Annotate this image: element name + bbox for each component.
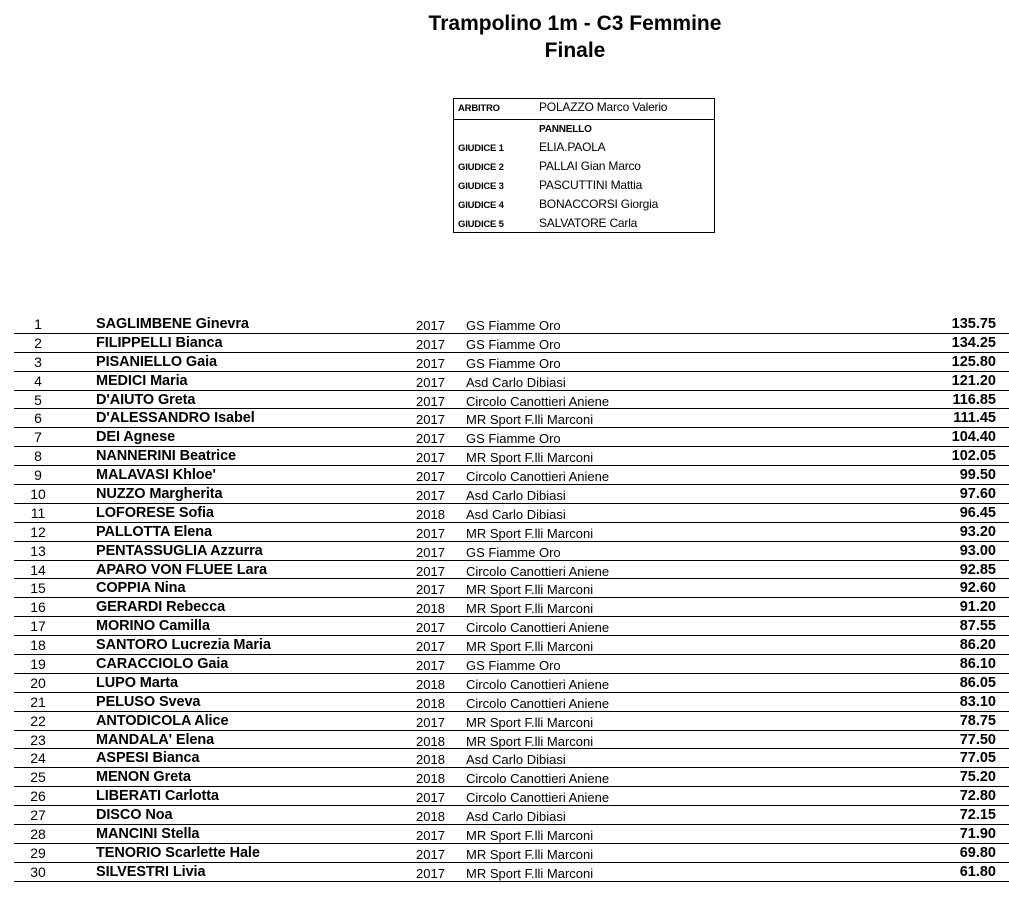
cell-club: Asd Carlo Dibiasi: [466, 374, 566, 390]
cell-score: 111.45: [953, 410, 996, 427]
jury-row: [454, 120, 714, 139]
table-row: [14, 409, 1009, 428]
cell-club: Circolo Canottieri Aniene: [466, 676, 610, 692]
results-table: [14, 315, 1009, 882]
cell-rank: 22: [30, 712, 46, 729]
jury-name: SALVATORE Carla: [539, 216, 638, 230]
cell-rank: 23: [30, 731, 46, 748]
cell-score: 135.75: [951, 316, 996, 332]
cell-year: 2017: [416, 469, 445, 485]
cell-club: Circolo Canottieri Aniene: [466, 393, 610, 409]
cell-club: MR Sport F.lli Marconi: [466, 714, 594, 730]
cell-year: 2017: [416, 846, 445, 862]
cell-athlete: D'AIUTO Greta: [96, 391, 196, 408]
jury-role: GIUDICE 5: [458, 219, 504, 230]
table-row: [14, 315, 1009, 334]
cell-score: 92.60: [959, 580, 996, 597]
jury-role: GIUDICE 1: [458, 143, 504, 154]
cell-club: Asd Carlo Dibiasi: [466, 809, 566, 825]
cell-rank: 21: [30, 693, 46, 710]
jury-name: POLAZZO Marco Valerio: [539, 100, 668, 114]
cell-athlete: PELUSO Sveva: [96, 693, 201, 710]
cell-rank: 3: [34, 353, 42, 370]
cell-rank: 26: [30, 788, 46, 805]
cell-year: 2017: [416, 412, 445, 428]
cell-rank: 10: [30, 486, 46, 503]
cell-rank: 17: [30, 618, 46, 635]
jury-panel: [453, 98, 715, 233]
jury-row: [454, 215, 714, 234]
cell-club: MR Sport F.lli Marconi: [466, 828, 594, 844]
table-row: [14, 768, 1009, 787]
cell-year: 2018: [416, 733, 445, 749]
cell-athlete: COPPIA Nina: [96, 580, 186, 597]
cell-score: 72.80: [959, 788, 996, 805]
table-row: [14, 731, 1009, 750]
table-row: [14, 428, 1009, 447]
cell-club: MR Sport F.lli Marconi: [466, 639, 594, 655]
cell-year: 2017: [416, 488, 445, 504]
cell-athlete: PISANIELLO Gaia: [96, 353, 217, 370]
cell-year: 2017: [416, 563, 445, 579]
table-row: [14, 447, 1009, 466]
cell-club: GS Fiamme Oro: [466, 336, 561, 352]
cell-score: 71.90: [959, 826, 996, 843]
cell-year: 2017: [416, 336, 445, 352]
table-row: [14, 655, 1009, 674]
page-title: Trampolino 1m - C3 Femmine: [428, 12, 722, 35]
table-row: [14, 579, 1009, 598]
cell-rank: 9: [34, 467, 42, 484]
table-row: [14, 863, 1009, 882]
cell-score: 99.50: [959, 467, 996, 484]
cell-club: Asd Carlo Dibiasi: [466, 488, 566, 504]
cell-score: 86.05: [959, 674, 996, 691]
cell-athlete: PALLOTTA Elena: [96, 523, 212, 540]
cell-athlete: SILVESTRI Livia: [96, 863, 206, 880]
table-row: [14, 712, 1009, 731]
cell-year: 2017: [416, 318, 445, 333]
cell-score: 93.00: [959, 542, 996, 559]
cell-score: 77.05: [959, 750, 996, 767]
table-row: [14, 806, 1009, 825]
cell-rank: 2: [34, 334, 42, 351]
cell-club: GS Fiamme Oro: [466, 658, 561, 674]
cell-rank: 25: [30, 769, 46, 786]
jury-row: [454, 99, 714, 118]
cell-score: 93.20: [959, 523, 996, 540]
cell-club: Circolo Canottieri Aniene: [466, 695, 610, 711]
cell-athlete: SAGLIMBENE Ginevra: [96, 316, 249, 332]
cell-athlete: FILIPPELLI Bianca: [96, 334, 223, 351]
table-row: [14, 561, 1009, 580]
cell-club: MR Sport F.lli Marconi: [466, 601, 594, 617]
cell-athlete: NANNERINI Beatrice: [96, 448, 237, 465]
cell-score: 104.40: [951, 429, 996, 446]
table-row: [14, 523, 1009, 542]
cell-club: MR Sport F.lli Marconi: [466, 865, 594, 881]
cell-rank: 13: [30, 542, 46, 559]
cell-rank: 1: [34, 316, 42, 332]
cell-rank: 14: [30, 561, 46, 578]
cell-athlete: MANDALA' Elena: [96, 731, 215, 748]
cell-rank: 7: [34, 429, 42, 446]
cell-year: 2017: [416, 431, 445, 447]
cell-rank: 20: [30, 674, 46, 691]
cell-club: Asd Carlo Dibiasi: [466, 752, 566, 768]
cell-club: Circolo Canottieri Aniene: [466, 469, 610, 485]
table-row: [14, 636, 1009, 655]
cell-year: 2017: [416, 865, 445, 881]
jury-name: PALLAI Gian Marco: [539, 159, 641, 173]
page-subtitle: Finale: [544, 39, 606, 62]
cell-club: Asd Carlo Dibiasi: [466, 506, 566, 522]
cell-athlete: ASPESI Bianca: [96, 750, 200, 767]
cell-athlete: MORINO Camilla: [96, 618, 210, 635]
cell-year: 2018: [416, 752, 445, 768]
cell-club: Circolo Canottieri Aniene: [466, 563, 610, 579]
cell-club: MR Sport F.lli Marconi: [466, 846, 594, 862]
cell-rank: 11: [30, 504, 46, 521]
cell-athlete: NUZZO Margherita: [96, 486, 223, 503]
table-row: [14, 825, 1009, 844]
cell-year: 2017: [416, 450, 445, 466]
cell-athlete: MENON Greta: [96, 769, 191, 786]
jury-role: ARBITRO: [458, 103, 500, 114]
cell-rank: 29: [30, 844, 46, 861]
cell-rank: 18: [30, 637, 46, 654]
cell-year: 2018: [416, 771, 445, 787]
jury-name: ELIA.PAOLA: [539, 140, 606, 154]
cell-score: 69.80: [959, 844, 996, 861]
cell-score: 97.60: [959, 486, 996, 503]
table-row: [14, 787, 1009, 806]
cell-year: 2017: [416, 393, 445, 409]
cell-club: Circolo Canottieri Aniene: [466, 790, 610, 806]
table-row: [14, 693, 1009, 712]
cell-rank: 28: [30, 826, 46, 843]
cell-score: 87.55: [959, 618, 996, 635]
table-row: [14, 504, 1009, 523]
cell-year: 2017: [416, 374, 445, 390]
table-row: [14, 391, 1009, 410]
cell-athlete: DEI Agnese: [96, 429, 176, 446]
cell-rank: 8: [34, 448, 42, 465]
cell-athlete: ANTODICOLA Alice: [96, 712, 229, 729]
jury-row: [454, 196, 714, 215]
cell-year: 2018: [416, 506, 445, 522]
cell-athlete: PENTASSUGLIA Azzurra: [96, 542, 263, 559]
cell-year: 2017: [416, 714, 445, 730]
jury-row: [454, 139, 714, 158]
cell-athlete: MALAVASI Khloe': [96, 467, 216, 484]
cell-club: GS Fiamme Oro: [466, 431, 561, 447]
cell-score: 72.15: [959, 807, 996, 824]
cell-year: 2018: [416, 601, 445, 617]
cell-score: 86.10: [959, 656, 996, 673]
table-row: [14, 749, 1009, 768]
cell-rank: 4: [34, 372, 42, 389]
table-row: [14, 542, 1009, 561]
cell-athlete: DISCO Noa: [96, 807, 173, 824]
cell-score: 134.25: [951, 334, 996, 351]
cell-year: 2018: [416, 809, 445, 825]
cell-athlete: MEDICI Maria: [96, 372, 188, 389]
table-row: [14, 466, 1009, 485]
cell-score: 78.75: [959, 712, 996, 729]
cell-year: 2017: [416, 355, 445, 371]
cell-club: GS Fiamme Oro: [466, 544, 561, 560]
cell-score: 83.10: [959, 693, 996, 710]
table-row: [14, 334, 1009, 353]
table-row: [14, 485, 1009, 504]
jury-role: GIUDICE 2: [458, 162, 504, 173]
cell-athlete: TENORIO Scarlette Hale: [96, 844, 260, 861]
cell-rank: 12: [30, 523, 46, 540]
cell-year: 2017: [416, 790, 445, 806]
jury-role: GIUDICE 4: [458, 200, 504, 211]
cell-rank: 15: [30, 580, 46, 597]
cell-club: MR Sport F.lli Marconi: [466, 582, 594, 598]
cell-score: 86.20: [959, 637, 996, 654]
jury-name: PANNELLO: [539, 124, 592, 135]
cell-score: 92.85: [959, 561, 996, 578]
cell-club: MR Sport F.lli Marconi: [466, 412, 594, 428]
table-row: [14, 353, 1009, 372]
cell-club: GS Fiamme Oro: [466, 355, 561, 371]
cell-year: 2017: [416, 544, 445, 560]
cell-score: 75.20: [959, 769, 996, 786]
cell-year: 2017: [416, 525, 445, 541]
cell-year: 2018: [416, 676, 445, 692]
cell-club: MR Sport F.lli Marconi: [466, 525, 594, 541]
cell-rank: 24: [30, 750, 46, 767]
cell-year: 2017: [416, 620, 445, 636]
table-row: [14, 372, 1009, 391]
jury-role: GIUDICE 3: [458, 181, 504, 192]
cell-club: GS Fiamme Oro: [466, 318, 561, 333]
jury-row: [454, 158, 714, 177]
cell-athlete: MANCINI Stella: [96, 826, 200, 843]
cell-rank: 6: [34, 410, 42, 427]
cell-score: 96.45: [959, 504, 996, 521]
cell-score: 91.20: [959, 599, 996, 616]
cell-year: 2017: [416, 639, 445, 655]
jury-name: BONACCORSI Giorgia: [539, 197, 659, 211]
cell-athlete: GERARDI Rebecca: [96, 599, 226, 616]
cell-score: 77.50: [959, 731, 996, 748]
cell-athlete: LIBERATI Carlotta: [96, 788, 219, 805]
table-row: [14, 844, 1009, 863]
cell-athlete: SANTORO Lucrezia Maria: [96, 637, 271, 654]
cell-club: MR Sport F.lli Marconi: [466, 733, 594, 749]
cell-athlete: LOFORESE Sofia: [96, 504, 214, 521]
cell-year: 2017: [416, 582, 445, 598]
cell-athlete: CARACCIOLO Gaia: [96, 656, 229, 673]
cell-athlete: APARO VON FLUEE Lara: [96, 561, 267, 578]
cell-year: 2017: [416, 828, 445, 844]
cell-club: Circolo Canottieri Aniene: [466, 771, 610, 787]
jury-row: [454, 177, 714, 196]
jury-name: PASCUTTINI Mattia: [539, 178, 643, 192]
table-row: [14, 617, 1009, 636]
table-row: [14, 598, 1009, 617]
cell-athlete: D'ALESSANDRO Isabel: [96, 410, 255, 427]
cell-club: Circolo Canottieri Aniene: [466, 620, 610, 636]
cell-rank: 16: [30, 599, 46, 616]
cell-score: 102.05: [951, 448, 996, 465]
cell-rank: 19: [30, 656, 46, 673]
cell-score: 116.85: [952, 391, 996, 408]
cell-year: 2017: [416, 658, 445, 674]
cell-rank: 27: [30, 807, 46, 824]
cell-rank: 5: [34, 391, 42, 408]
cell-score: 61.80: [959, 863, 996, 880]
cell-club: MR Sport F.lli Marconi: [466, 450, 594, 466]
cell-score: 121.20: [951, 372, 996, 389]
cell-year: 2018: [416, 695, 445, 711]
table-row: [14, 674, 1009, 693]
cell-athlete: LUPO Marta: [96, 674, 178, 691]
cell-score: 125.80: [951, 353, 996, 370]
cell-rank: 30: [30, 863, 46, 880]
